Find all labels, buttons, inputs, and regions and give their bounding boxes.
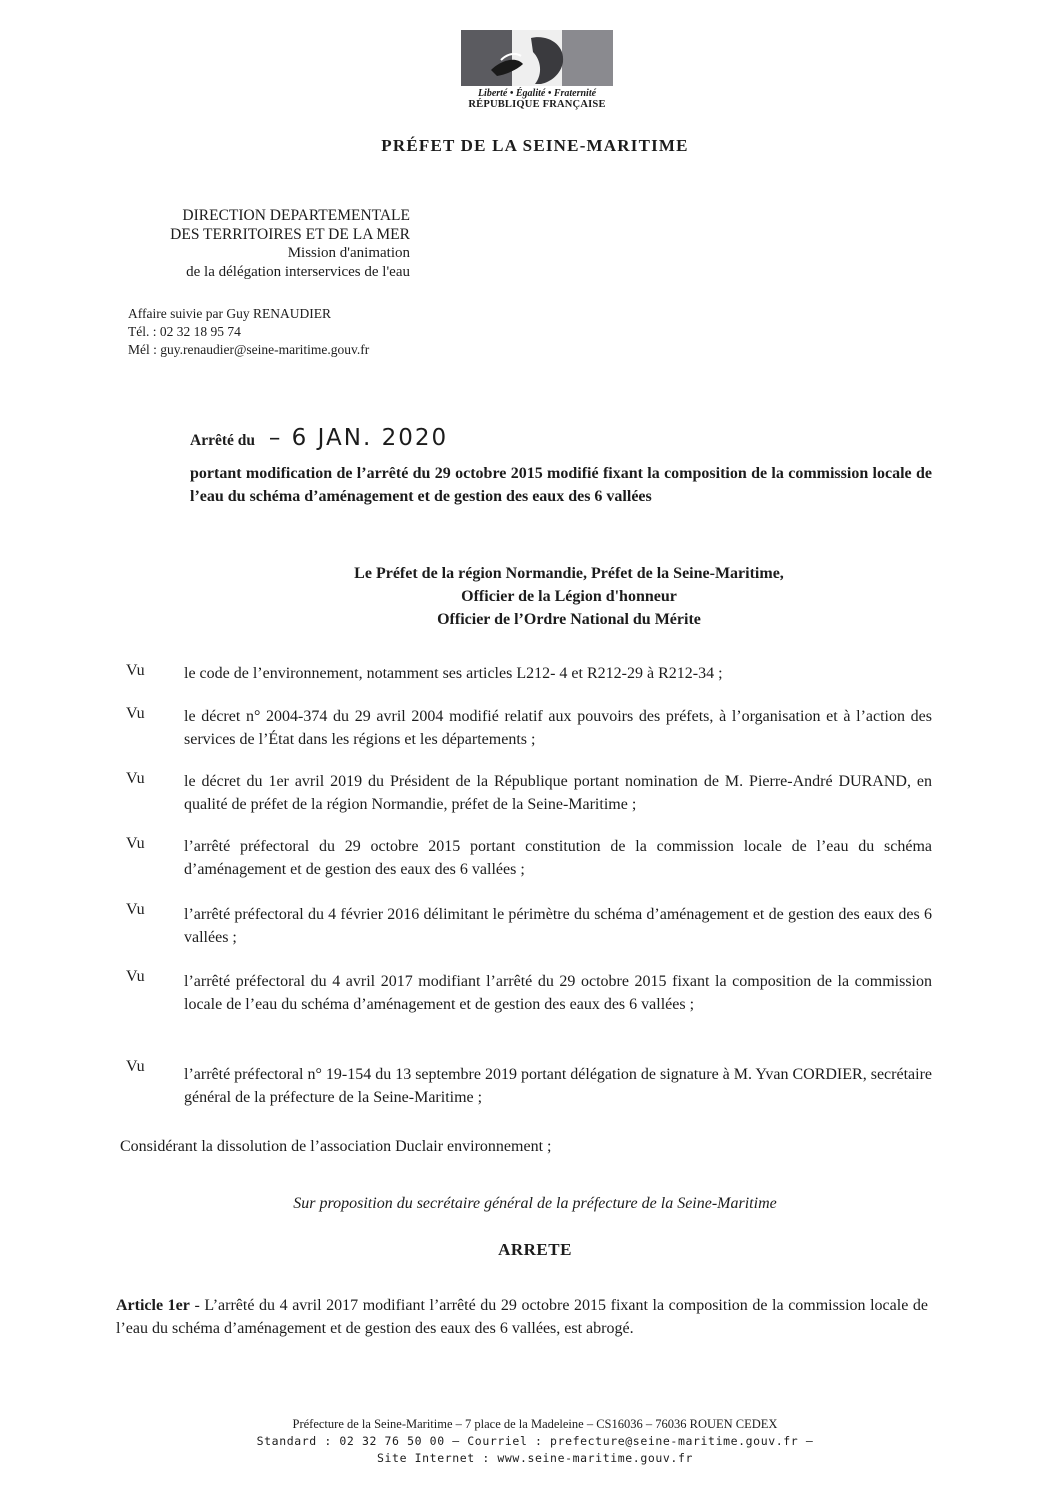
visa-text: le décret n° 2004-374 du 29 avril 2004 modifié relatif aux pouvoirs des préfets, à l’organisation et à l’action des services de l’État dans les régions et les départements ; — [184, 708, 932, 748]
footer — [0, 1416, 1058, 1467]
direction-line-1: DIRECTION DEPARTEMENTALE — [182, 207, 410, 224]
direction-line-4: de la délégation interservices de l'eau — [186, 264, 410, 280]
contact-mel: Mél : guy.renaudier@seine-maritime.gouv.fr — [128, 342, 370, 357]
visa-label: Vu — [126, 662, 145, 679]
visa-text: l’arrêté préfectoral n° 19-154 du 13 septembre 2019 portant délégation de signature à M. Yvan CORDIER, secrétaire général de la préfecture de la Seine-Maritime ; — [184, 1066, 932, 1106]
arrete-subject: portant modification de l’arrêté du 29 octobre 2015 modifié fixant la composition de la commission locale de l’eau du schéma d’aménagement et de gestion des eaux des 6 vallées — [190, 465, 932, 505]
date-stamp: – 6 JAN. 2020 — [268, 425, 449, 451]
article-1 — [116, 1294, 928, 1340]
republic-motto: Liberté • Égalité • Fraternité — [477, 88, 597, 99]
considerant: Considérant la dissolution de l’association Duclair environnement ; — [120, 1138, 552, 1155]
visa-label: Vu — [126, 1058, 145, 1075]
footer-address: Préfecture de la Seine-Maritime – 7 place de la Madeleine – CS16036 – 76036 ROUEN CEDEX — [292, 1417, 778, 1431]
visa-label: Vu — [126, 968, 145, 985]
visa-text: le code de l’environnement, notamment ses articles L212- 4 et R212-29 à R212-34 ; — [184, 665, 723, 682]
footer-website: Site Internet : www.seine-maritime.gouv.fr — [377, 1451, 693, 1465]
prefet-title: PRÉFET DE LA SEINE-MARITIME — [381, 136, 689, 155]
signer-line-1: Le Préfet de la région Normandie, Préfet de la Seine-Maritime, — [354, 565, 784, 582]
article-1-label: Article 1er — [116, 1297, 190, 1314]
footer-standard: Standard : 02 32 76 50 00 – Courriel : prefecture@seine-maritime.gouv.fr – — [256, 1434, 814, 1448]
contact-affaire: Affaire suivie par Guy RENAUDIER — [128, 306, 331, 321]
contact-block — [128, 305, 369, 359]
direction-line-3: Mission d'animation — [287, 245, 410, 261]
visa-label: Vu — [126, 901, 145, 918]
article-1-text: - L’arrêté du 4 avril 2017 modifiant l’arrêté du 29 octobre 2015 fixant la composition de la commission locale de l’eau du schéma d’aménagement et de gestion des eaux des 6 vallées, est abrogé. — [116, 1297, 929, 1337]
visa-label: Vu — [126, 770, 145, 787]
arrete-date — [190, 425, 448, 451]
arrete-date-label: Arrêté du — [190, 432, 255, 449]
signer-block — [0, 562, 1058, 631]
arrete-heading: ARRETE — [498, 1240, 572, 1259]
republic-name: RÉPUBLIQUE FRANÇAISE — [468, 99, 606, 110]
proposition: Sur proposition du secrétaire général de la préfecture de la Seine-Maritime — [293, 1195, 777, 1212]
visa-label: Vu — [126, 705, 145, 722]
tricolor-flag-icon — [461, 30, 613, 86]
signer-line-2: Officier de la Légion d'honneur — [461, 588, 677, 605]
signer-line-3: Officier de l’Ordre National du Mérite — [437, 611, 701, 628]
contact-tel: Tél. : 02 32 18 95 74 — [128, 324, 241, 339]
visa-text: l’arrêté préfectoral du 4 avril 2017 modifiant l’arrêté du 29 octobre 2015 fixant la composition de la commission locale de l’eau du schéma d’aménagement et de gestion des eaux des 6 vallées ; — [184, 973, 932, 1013]
visa-text: l’arrêté préfectoral du 29 octobre 2015 portant constitution de la commission locale de l’eau du schéma d’aménagement et de gestion des eaux des 6 vallées ; — [184, 838, 932, 878]
direction-block — [90, 206, 410, 282]
visa-label: Vu — [126, 835, 145, 852]
marianne-logo — [458, 30, 616, 110]
visa-text: l’arrêté préfectoral du 4 février 2016 délimitant le périmètre du schéma d’aménagement et de gestion des eaux des 6 vallées ; — [184, 906, 932, 946]
direction-line-2: DES TERRITOIRES ET DE LA MER — [170, 226, 410, 243]
visa-text: le décret du 1er avril 2019 du Président de la République portant nomination de M. Pierre-André DURAND, en qualité de préfet de la région Normandie, préfet de la Seine-Maritime ; — [184, 773, 932, 813]
